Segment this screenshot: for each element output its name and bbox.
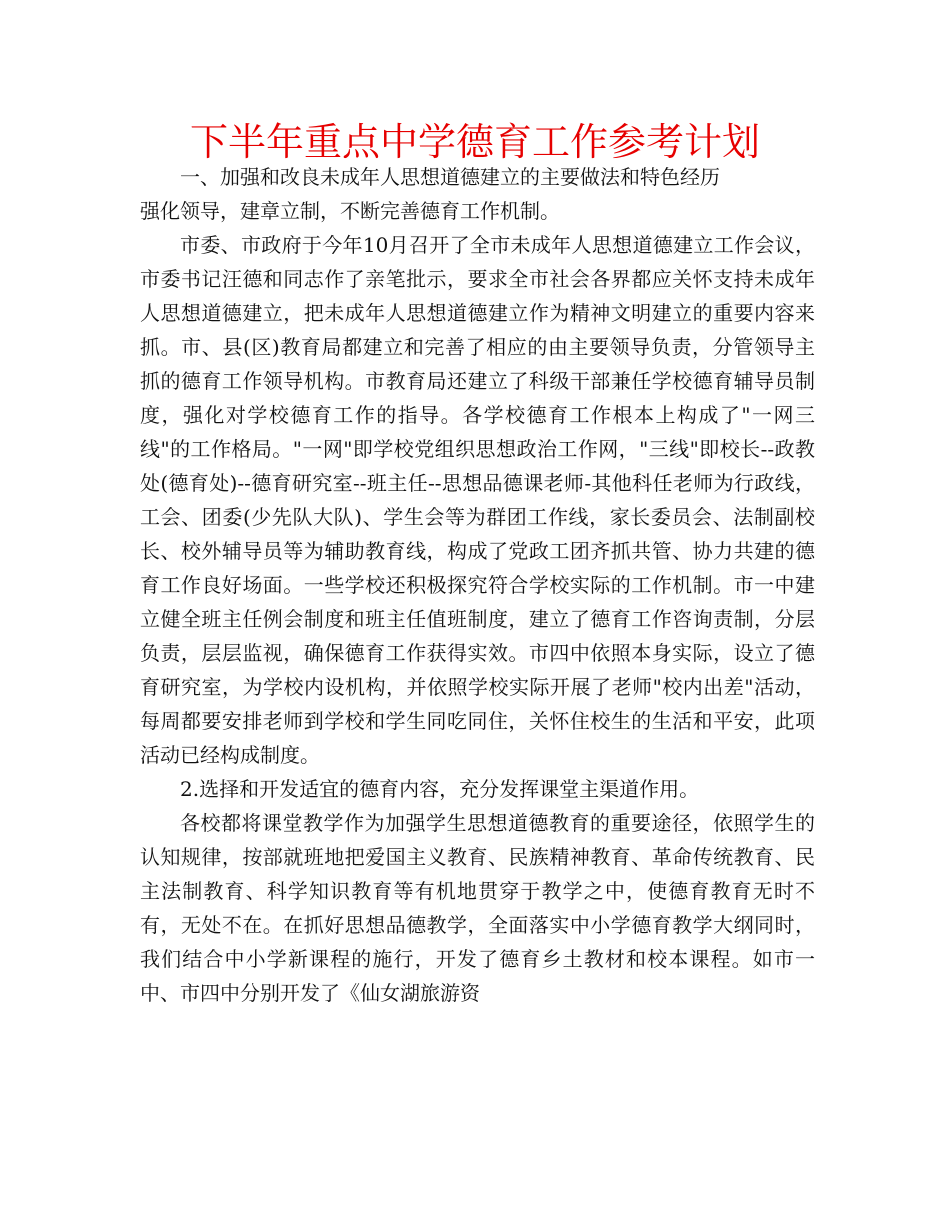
document-title: 下半年重点中学德育工作参考计划 bbox=[189, 120, 760, 164]
paragraph: 各校都将课堂教学作为加强学生思想道德教育的重要途径，依照学生的认知规律，按部就班地把爱国主义教育、民族精神教育、革命传统教育、民主法制教育、科学知识教育等有机地贯穿于教学之中，使德育教育无时不有，无处不在。在抓好思想品德教学，全面落实中小学德育教学大纲同时，我们结合中小学新课程的施行，开发了德育乡土教材和校本课程。如市一中、市四中分别开发了《仙女湖旅游资 bbox=[140, 811, 815, 1005]
section-heading: 一、加强和改良未成年人思想道德建立的主要做法和特色经历 bbox=[180, 165, 720, 189]
paragraph: 市委、市政府于今年10月召开了全市未成年人思想道德建立工作会议，市委书记汪德和同志作了亲笔批示，要求全市社会各界都应关怀支持未成年人思想道德建立，把未成年人思想道德建立作为精神文明建立的重要内容来抓。市、县(区)教育局都建立和完善了相应的由主要领导负责，分管领导主抓的德育工作领导机构。市教育局还建立了科级干部兼任学校德育辅导员制度，强化对学校德育工作的指导。各学校德育工作根本上构成了"一网三线"的工作格局。"一网"即学校党组织思想政治工作网，"三线"即校长--政教处(德育处)--德育研究室--班主任--思想品德课老师-其他科任老师为行政线，工会、团委(少先队大队)、学生会等为群团工作线，家长委员会、法制副校长、校外辅导员等为辅助教育线，构成了党政工团齐抓共管、协力共建的德育工作良好场面。一些学校还积极探究符合学校实际的工作机制。市一中建立健全班主任例会制度和班主任值班制度，建立了德育工作咨询责制，分层负责，层层监视，确保德育工作获得实效。市四中依照本身实际，设立了德育研究室，为学校内设机构，并依照学校实际开展了老师"校内出差"活动，每周都要安排老师到学校和学生同吃同住，关怀住校生的生活和平安，此项活动已经构成制度。 bbox=[140, 233, 815, 767]
paragraph-subheading: 强化领导，建章立制，不断完善德育工作机制。 bbox=[140, 199, 560, 223]
paragraph-subheading: 2.选择和开发适宜的德育内容，充分发挥课堂主渠道作用。 bbox=[180, 777, 700, 801]
document-body bbox=[140, 160, 815, 1010]
